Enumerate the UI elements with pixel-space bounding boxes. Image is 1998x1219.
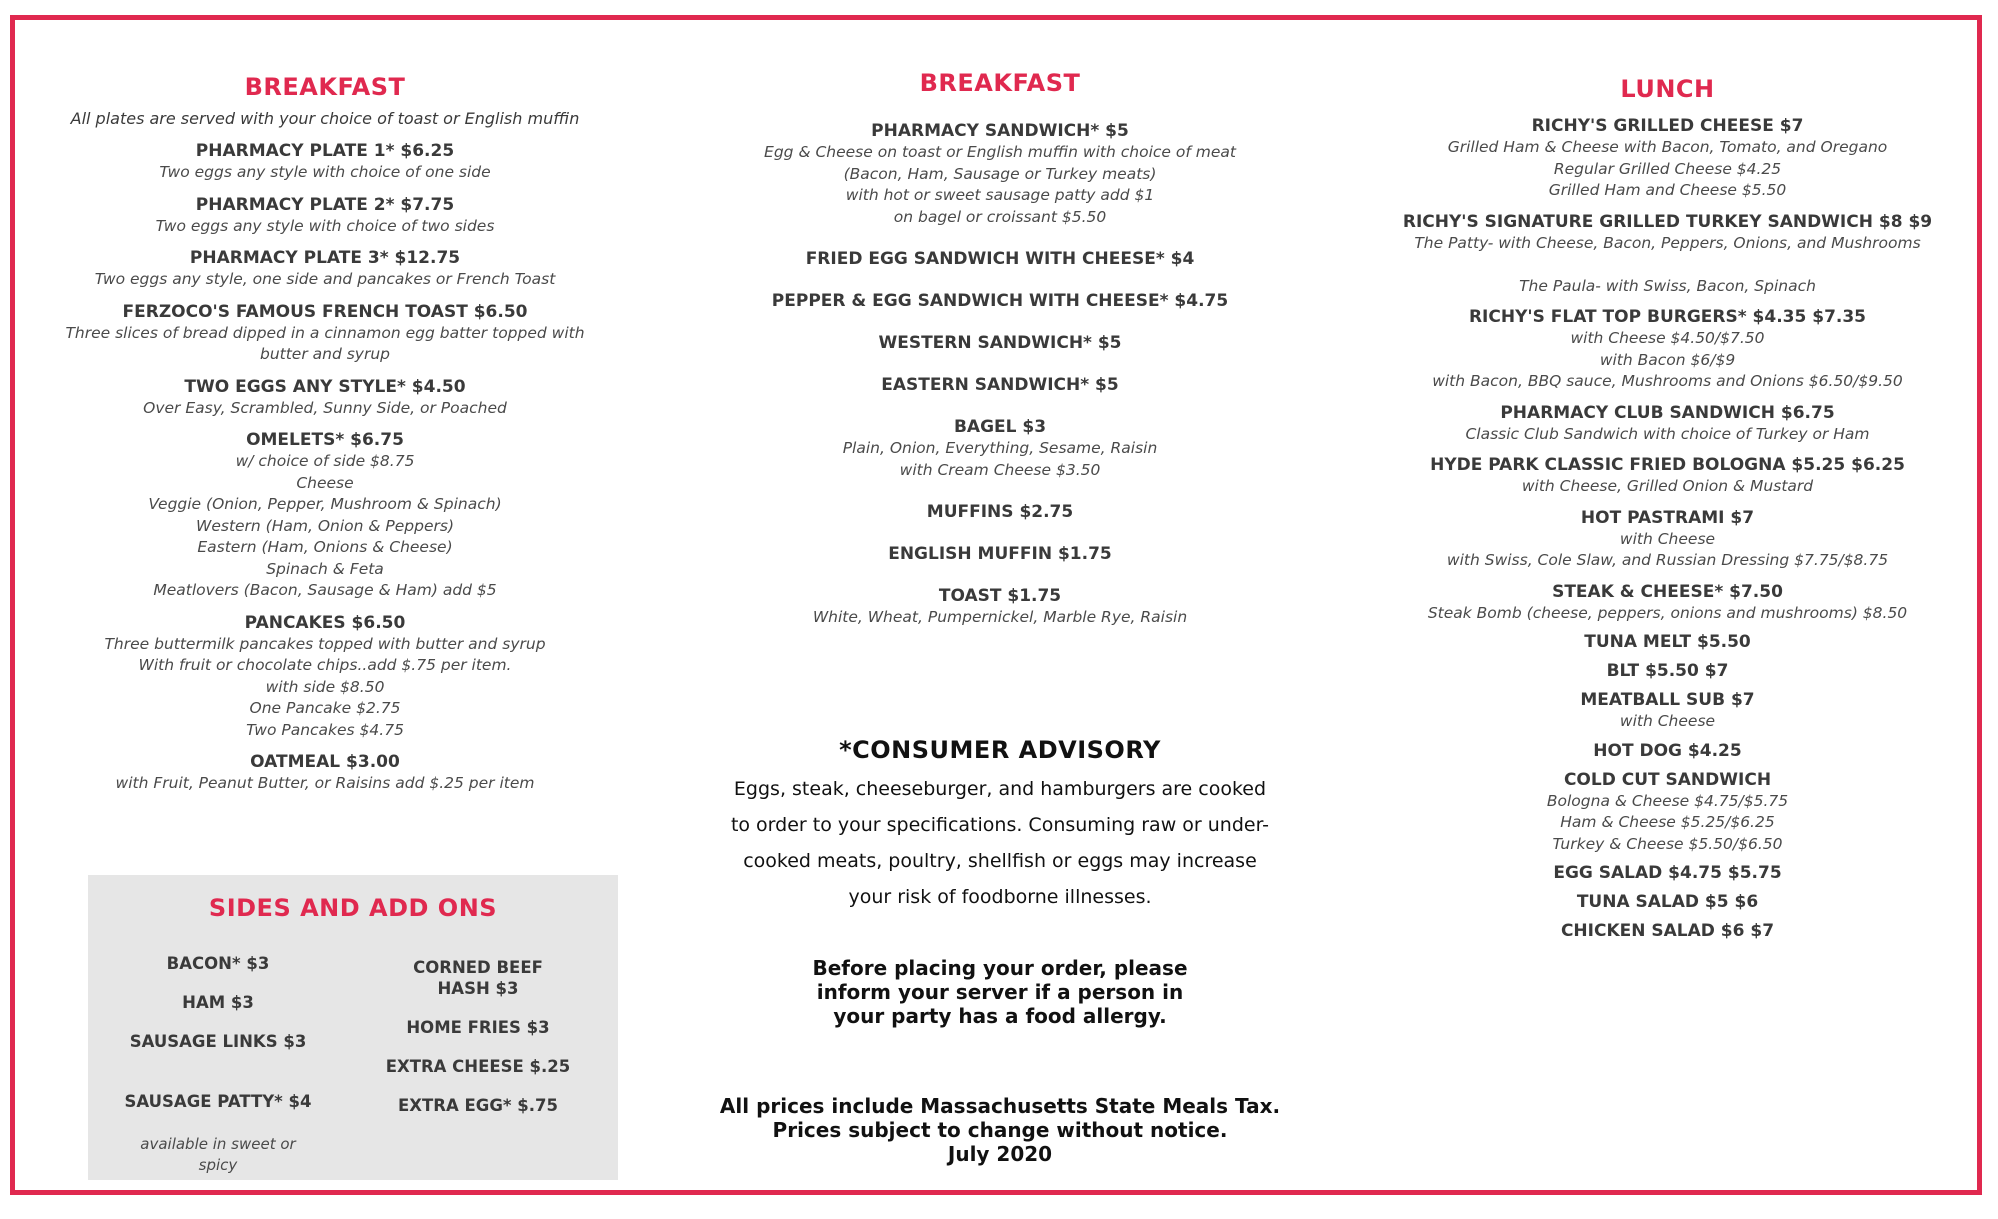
menu-item — [700, 501, 1300, 523]
item-title: PHARMACY PLATE 2* $7.75 — [195, 194, 455, 215]
item-description: with Cheese — [1619, 712, 1716, 730]
menu-item — [1395, 402, 1940, 446]
item-title: PHARMACY PLATE 3* $12.75 — [189, 248, 461, 268]
item-title: CHICKEN SALAD $6 $7 — [1560, 921, 1775, 941]
item-description: Plain, Onion, Everything, Sesame, Raisin with Cream Cheese $3.50 — [842, 439, 1158, 479]
item-description: Two eggs any style with choice of two sides — [155, 216, 495, 235]
menu-item — [55, 751, 595, 795]
menu-item — [55, 140, 595, 184]
menu-item — [1395, 740, 1940, 762]
side-item: CORNED BEEF HASH $3 — [413, 958, 543, 998]
item-title: STEAK & CHEESE* $7.50 — [1552, 581, 1783, 602]
advisory-title: *CONSUMER ADVISORY — [839, 736, 1161, 764]
item-title: OATMEAL $3.00 — [250, 752, 400, 772]
menu-item — [1395, 769, 1940, 856]
menu-item — [55, 612, 595, 742]
item-title: WESTERN SANDWICH* $5 — [878, 333, 1122, 353]
lunch-heading: LUNCH — [1620, 75, 1715, 103]
menu-item — [700, 248, 1300, 270]
side-item-title: HAM $3 — [182, 993, 254, 1012]
item-description: Two eggs any style with choice of one side — [159, 163, 491, 181]
item-title: BLT $5.50 $7 — [1606, 661, 1729, 681]
sides-heading: SIDES AND ADD ONS — [208, 894, 498, 922]
item-title: PHARMACY SANDWICH* $5 — [871, 121, 1129, 141]
menu-item — [700, 120, 1300, 228]
menu-item — [1395, 891, 1940, 913]
side-item-note: available in sweet or spicy — [140, 1135, 296, 1174]
item-title: HYDE PARK CLASSIC FRIED BOLOGNA $5.25 $6.25 — [1430, 455, 1905, 475]
item-description: Classic Club Sandwich with choice of Turkey or Ham — [1465, 424, 1870, 443]
menu-item — [700, 585, 1300, 629]
item-title: TUNA MELT $5.50 — [1584, 632, 1751, 652]
menu-item — [1395, 115, 1940, 202]
item-description: Two eggs any style, one side and pancakes or French Toast — [94, 270, 556, 288]
item-title: OMELETS* $6.75 — [246, 430, 404, 450]
sides-left-list — [98, 953, 338, 1215]
item-title: PEPPER & EGG SANDWICH WITH CHEESE* $4.75 — [771, 291, 1229, 311]
item-title: EASTERN SANDWICH* $5 — [881, 375, 1119, 395]
item-title: TUNA SALAD $5 $6 — [1576, 892, 1759, 912]
item-title: TOAST $1.75 — [938, 586, 1062, 606]
item-title: TWO EGGS ANY STYLE* $4.50 — [184, 376, 466, 397]
side-item: HOME FRIES $3 — [406, 1018, 550, 1037]
sides-and-add-ons-box — [88, 875, 618, 1180]
menu-item — [1395, 920, 1940, 942]
menu-item — [1395, 306, 1940, 393]
item-description: with Cheese $4.50/$7.50 with Bacon $6/$9 with Bacon, BBQ sauce, Mushrooms and Onions $6.50/$9.50 — [1432, 329, 1903, 390]
breakfast-heading: BREAKFAST — [244, 73, 406, 101]
menu-item — [55, 194, 595, 238]
item-description: with Cheese with Swiss, Cole Slaw, and Russian Dressing $7.75/$8.75 — [1446, 529, 1889, 569]
item-title: COLD CUT SANDWICH — [1563, 769, 1772, 790]
menu-item — [700, 416, 1300, 481]
item-title: EGG SALAD $4.75 $5.75 — [1553, 863, 1782, 883]
menu-item — [55, 376, 595, 420]
sides-right-list — [358, 953, 598, 1134]
item-description: with Cheese, Grilled Onion & Mustard — [1521, 477, 1814, 495]
menu-item — [700, 290, 1300, 312]
menu-item — [1395, 631, 1940, 653]
item-title: PANCAKES $6.50 — [244, 612, 406, 633]
menu-item — [55, 247, 595, 291]
item-title: RICHY'S SIGNATURE GRILLED TURKEY SANDWICH $8 $9 — [1402, 211, 1933, 232]
item-description: Three slices of bread dipped in a cinnamon egg batter topped with butter and syrup — [65, 323, 585, 363]
breakfast-intro: All plates are served with your choice of toast or English muffin — [70, 109, 580, 128]
menu-item — [1395, 660, 1940, 682]
item-title: RICHY'S GRILLED CHEESE $7 — [1531, 116, 1804, 136]
item-title: BAGEL $3 — [953, 417, 1047, 437]
item-description: White, Wheat, Pumpernickel, Marble Rye, Raisin — [812, 608, 1188, 626]
item-title: HOT DOG $4.25 — [1593, 740, 1742, 761]
item-description: Three buttermilk pancakes topped with butter and syrup With fruit or chocolate chips..add $.75 per item. with side $8.50 One Pancake $2.75 Two Pancakes $4.75 — [104, 634, 546, 739]
item-title: FRIED EGG SANDWICH WITH CHEESE* $4 — [805, 249, 1195, 269]
item-description: Over Easy, Scrambled, Sunny Side, or Poached — [143, 398, 507, 417]
advisory-body: Eggs, steak, cheeseburger, and hamburgers are cooked to order to your specifications. Consuming raw or under- cooked meats, poultry, shellfish or eggs may increase your risk of foodborne illnesses. — [730, 778, 1270, 908]
item-title: PHARMACY PLATE 1* $6.25 — [195, 141, 455, 161]
side-item-title: SAUSAGE LINKS $3 — [129, 1032, 307, 1051]
menu-item — [1395, 507, 1940, 572]
menu-item — [700, 543, 1300, 565]
side-item — [98, 992, 338, 1013]
breakfast-heading: BREAKFAST — [919, 69, 1081, 97]
menu-item — [55, 301, 595, 366]
breakfast-middle-column — [700, 66, 1300, 629]
item-description: Grilled Ham & Cheese with Bacon, Tomato, and Oregano Regular Grilled Cheese $4.25 Grilled Ham and Cheese $5.50 — [1447, 138, 1888, 199]
lunch-column — [1395, 72, 1940, 942]
tax-notice: All prices include Massachusetts State Meals Tax. Prices subject to change without notice. July 2020 — [719, 1094, 1281, 1166]
side-item — [98, 953, 338, 974]
item-title: FERZOCO'S FAMOUS FRENCH TOAST $6.50 — [122, 301, 528, 322]
item-title: HOT PASTRAMI $7 — [1580, 507, 1755, 528]
side-item — [98, 1031, 338, 1052]
item-description: Egg & Cheese on toast or English muffin with choice of meat (Bacon, Ham, Sausage or Turkey meats) with hot or sweet sausage patty add $1 on bagel or croissant $5.50 — [764, 143, 1236, 226]
item-title: PHARMACY CLUB SANDWICH $6.75 — [1500, 402, 1835, 423]
item-title: RICHY'S FLAT TOP BURGERS* $4.35 $7.35 — [1468, 307, 1867, 327]
item-description: The Patty- with Cheese, Bacon, Peppers, Onions, and Mushrooms The Paula- with Swiss, Bacon, Spinach — [1414, 233, 1921, 295]
item-title: ENGLISH MUFFIN $1.75 — [888, 544, 1112, 564]
menu-item — [700, 374, 1300, 396]
item-description: Steak Bomb (cheese, peppers, onions and mushrooms) $8.50 — [1427, 603, 1908, 622]
consumer-advisory — [700, 733, 1300, 915]
item-description: with Fruit, Peanut Butter, or Raisins add $.25 per item — [115, 774, 535, 792]
side-item: EXTRA EGG* $.75 — [398, 1096, 558, 1115]
side-item-title: BACON* $3 — [166, 954, 270, 973]
side-item: EXTRA CHEESE $.25 — [385, 1057, 571, 1076]
item-title: MUFFINS $2.75 — [926, 502, 1074, 522]
breakfast-left-column — [55, 70, 595, 795]
menu-item — [700, 332, 1300, 354]
menu-item — [1395, 689, 1940, 733]
item-title: MEATBALL SUB $7 — [1580, 690, 1755, 710]
menu-item — [1395, 862, 1940, 884]
menu-item — [55, 429, 595, 602]
menu-item — [1395, 211, 1940, 298]
side-item — [98, 1070, 338, 1197]
side-item-title: SAUSAGE PATTY* $4 — [124, 1092, 312, 1111]
item-description: Bologna & Cheese $4.75/$5.75 Ham & Cheese $5.25/$6.25 Turkey & Cheese $5.50/$6.50 — [1546, 791, 1789, 853]
menu-item — [1395, 581, 1940, 625]
item-description: w/ choice of side $8.75 Cheese Veggie (Onion, Pepper, Mushroom & Spinach) Western (Ham, Onion & Peppers) Eastern (Ham, Onions & Cheese) Spinach & Feta Meatlovers (Bacon, Sausage & Ham) add $5 — [148, 452, 502, 599]
menu-item — [1395, 454, 1940, 498]
allergy-notice: Before placing your order, please inform your server if a person in your party has a food allergy. — [812, 956, 1188, 1028]
